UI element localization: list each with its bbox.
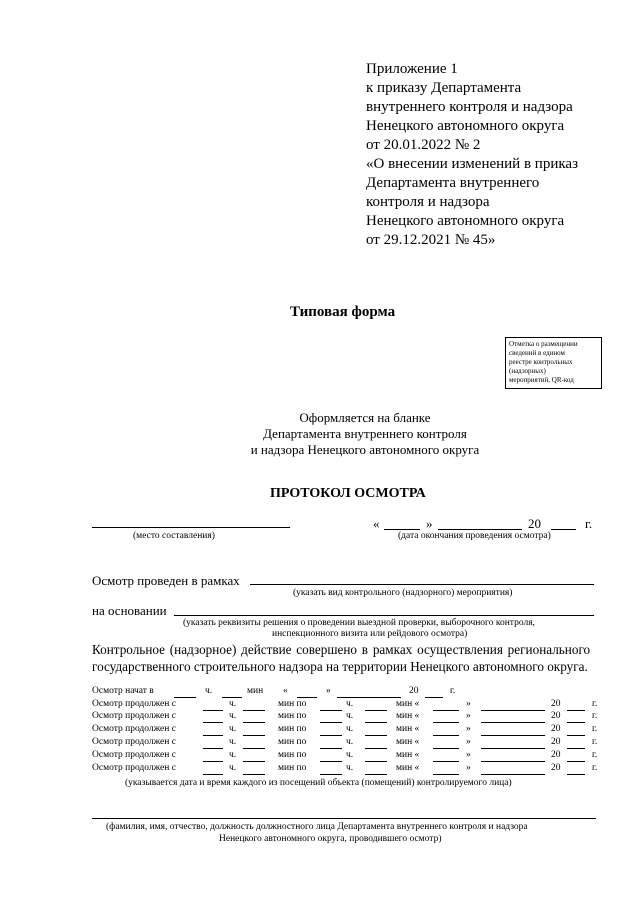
- cont-year-line[interactable]: [567, 722, 585, 723]
- start-month-line[interactable]: [337, 697, 401, 698]
- cont-min-to-line[interactable]: [365, 722, 387, 723]
- cont-min-from-line[interactable]: [243, 735, 265, 736]
- cont-day-line[interactable]: [433, 774, 459, 775]
- blank-note: [220, 410, 510, 458]
- cont-label: Осмотр продолжен с: [92, 763, 176, 773]
- cont-h-1: ч.: [229, 699, 237, 709]
- cont-min-q: мин «: [396, 750, 420, 760]
- blank-note-line: и надзора Ненецкого автономного округа: [250, 442, 480, 457]
- appendix-line: от 29.12.2021 № 45»: [366, 232, 496, 248]
- visits-caption: (указывается дата и время каждого из посещений объекта (помещений) контролируемого лица): [125, 778, 512, 788]
- cont-g: г.: [592, 750, 598, 760]
- year-suffix: г.: [585, 516, 593, 531]
- start-g: г.: [450, 686, 456, 696]
- action-text-1: Контрольное (надзорное) действие совершено в рамках осуществления регионального: [92, 642, 591, 657]
- start-day-line[interactable]: [297, 697, 317, 698]
- cont-g: г.: [592, 699, 598, 709]
- start-h: ч.: [205, 686, 213, 696]
- cont-hour-to-line[interactable]: [320, 722, 342, 723]
- official-caption-2: Ненецкого автономного округа, проводившего осмотр): [219, 834, 442, 844]
- cont-yr: 20: [551, 750, 561, 760]
- appendix-line: контроля и надзора: [366, 194, 490, 210]
- cont-min-from-line[interactable]: [243, 748, 265, 749]
- cont-year-line[interactable]: [567, 761, 585, 762]
- official-line[interactable]: [92, 818, 596, 819]
- cont-q2: »: [466, 699, 471, 709]
- cont-hour-from-line[interactable]: [203, 761, 223, 762]
- inspection-caption: (указать вид контрольного (надзорного) мероприятия): [293, 588, 513, 598]
- notice-line: реестре контрольных: [509, 358, 573, 366]
- cont-h-2: ч.: [346, 763, 354, 773]
- cont-h-2: ч.: [346, 711, 354, 721]
- cont-h-1: ч.: [229, 724, 237, 734]
- date-caption: (дата окончания проведения осмотра): [398, 531, 551, 541]
- start-q1: «: [283, 686, 288, 696]
- cont-h-1: ч.: [229, 763, 237, 773]
- cont-day-line[interactable]: [433, 761, 459, 762]
- cont-hour-to-line[interactable]: [320, 735, 342, 736]
- cont-yr: 20: [551, 724, 561, 734]
- cont-min-to: мин по: [278, 711, 307, 721]
- inspection-line[interactable]: [250, 584, 594, 585]
- cont-yr: 20: [551, 763, 561, 773]
- start-yr: 20: [409, 686, 419, 696]
- cont-g: г.: [592, 711, 598, 721]
- cont-hour-from-line[interactable]: [203, 774, 223, 775]
- blank-note-line: Оформляется на бланке: [299, 410, 431, 425]
- cont-hour-from-line[interactable]: [203, 710, 223, 711]
- cont-day-line[interactable]: [433, 722, 459, 723]
- cont-h-1: ч.: [229, 750, 237, 760]
- cont-q2: »: [466, 763, 471, 773]
- cont-min-to: мин по: [278, 737, 307, 747]
- cont-h-2: ч.: [346, 750, 354, 760]
- start-hour-line[interactable]: [174, 697, 196, 698]
- cont-label: Осмотр продолжен с: [92, 724, 176, 734]
- cont-month-line[interactable]: [481, 748, 545, 749]
- cont-hour-from-line[interactable]: [203, 722, 223, 723]
- cont-day-line[interactable]: [433, 748, 459, 749]
- cont-hour-to-line[interactable]: [320, 748, 342, 749]
- cont-h-2: ч.: [346, 724, 354, 734]
- place-line[interactable]: [92, 527, 290, 528]
- cont-min-to: мин по: [278, 750, 307, 760]
- cont-min-to-line[interactable]: [365, 774, 387, 775]
- start-min-line[interactable]: [222, 697, 242, 698]
- appendix-line: Ненецкого автономного округа: [366, 213, 565, 229]
- official-caption-1: (фамилия, имя, отчество, должность должностного лица Департамента внутреннего контроля и надзора: [106, 822, 528, 832]
- cont-month-line[interactable]: [481, 735, 545, 736]
- cont-min-q: мин «: [396, 699, 420, 709]
- cont-min-to-line[interactable]: [365, 710, 387, 711]
- cont-month-line[interactable]: [481, 774, 545, 775]
- appendix-line: к приказу Департамента: [366, 80, 522, 96]
- place-caption: (место составления): [133, 531, 215, 541]
- cont-year-line[interactable]: [567, 774, 585, 775]
- year-line[interactable]: [551, 529, 576, 530]
- cont-hour-from-line[interactable]: [203, 748, 223, 749]
- cont-year-line[interactable]: [567, 735, 585, 736]
- notice-line: сведений в едином: [509, 349, 565, 357]
- cont-min-from-line[interactable]: [243, 722, 265, 723]
- action-text-2: государственного строительного надзора на территории Ненецкого автономного округа.: [92, 659, 588, 674]
- cont-q2: »: [466, 737, 471, 747]
- cont-label: Осмотр продолжен с: [92, 699, 176, 709]
- protocol-title: ПРОТОКОЛ ОСМОТРА: [270, 486, 426, 501]
- start-min: мин: [247, 686, 264, 696]
- cont-month-line[interactable]: [481, 710, 545, 711]
- cont-day-line[interactable]: [433, 735, 459, 736]
- date-close-quote: »: [426, 516, 433, 531]
- blank-note-line: Департамента внутреннего контроля: [263, 426, 467, 441]
- month-line[interactable]: [438, 529, 522, 530]
- cont-year-line[interactable]: [567, 710, 585, 711]
- cont-yr: 20: [551, 711, 561, 721]
- cont-month-line[interactable]: [481, 761, 545, 762]
- cont-min-to: мин по: [278, 724, 307, 734]
- cont-min-q: мин «: [396, 737, 420, 747]
- cont-q2: »: [466, 750, 471, 760]
- start-q2: »: [326, 686, 331, 696]
- cont-day-line[interactable]: [433, 710, 459, 711]
- notice-line: (надзорных): [509, 367, 546, 375]
- appendix-line: Ненецкого автономного округа: [366, 118, 565, 134]
- cont-h-1: ч.: [229, 737, 237, 747]
- cont-min-q: мин «: [396, 724, 420, 734]
- form-title: Типовая форма: [290, 304, 396, 320]
- cont-min-to-line[interactable]: [365, 735, 387, 736]
- cont-g: г.: [592, 763, 598, 773]
- notice-line: мероприятий, QR-код: [509, 376, 574, 384]
- cont-label: Осмотр продолжен с: [92, 711, 176, 721]
- cont-min-to-line[interactable]: [365, 761, 387, 762]
- cont-hour-to-line[interactable]: [320, 710, 342, 711]
- cont-g: г.: [592, 737, 598, 747]
- appendix-line: Приложение 1: [366, 61, 458, 77]
- cont-label: Осмотр продолжен с: [92, 750, 176, 760]
- cont-yr: 20: [551, 737, 561, 747]
- notice-line: Отметка о размещении: [509, 340, 578, 348]
- day-line[interactable]: [384, 529, 420, 530]
- cont-min-q: мин «: [396, 711, 420, 721]
- cont-min-from-line[interactable]: [243, 774, 265, 775]
- basis-label: на основании: [92, 603, 167, 618]
- cont-month-line[interactable]: [481, 722, 545, 723]
- date-open-quote: «: [373, 516, 380, 531]
- cont-hour-to-line[interactable]: [320, 761, 342, 762]
- cont-yr: 20: [551, 699, 561, 709]
- cont-q2: »: [466, 724, 471, 734]
- cont-label: Осмотр продолжен с: [92, 737, 176, 747]
- cont-h-1: ч.: [229, 711, 237, 721]
- cont-q2: »: [466, 711, 471, 721]
- basis-caption-2: инспекционного визита или рейдового осмотра): [272, 629, 468, 639]
- cont-year-line[interactable]: [567, 748, 585, 749]
- appendix-line: Департамента внутреннего: [366, 175, 540, 191]
- basis-caption-1: (указать реквизиты решения о проведении выездной проверки, выборочного контроля,: [183, 618, 535, 628]
- cont-min-to: мин по: [278, 699, 307, 709]
- cont-min-from-line[interactable]: [243, 761, 265, 762]
- cont-min-from-line[interactable]: [243, 710, 265, 711]
- start-year-line[interactable]: [425, 697, 443, 698]
- year-prefix: 20: [528, 516, 541, 531]
- appendix-line: внутреннего контроля и надзора: [366, 99, 573, 115]
- cont-min-to-line[interactable]: [365, 748, 387, 749]
- cont-min-to: мин по: [278, 763, 307, 773]
- cont-hour-to-line[interactable]: [320, 774, 342, 775]
- visit-start-label: Осмотр начат в: [92, 686, 154, 696]
- cont-h-2: ч.: [346, 699, 354, 709]
- cont-min-q: мин «: [396, 763, 420, 773]
- basis-line[interactable]: [174, 615, 594, 616]
- appendix-block: [366, 60, 578, 250]
- appendix-line: «О внесении изменений в приказ: [366, 156, 578, 172]
- cont-g: г.: [592, 724, 598, 734]
- cont-hour-from-line[interactable]: [203, 735, 223, 736]
- cont-h-2: ч.: [346, 737, 354, 747]
- registry-notice-box: [505, 337, 602, 389]
- appendix-line: от 20.01.2022 № 2: [366, 137, 481, 153]
- inspection-label: Осмотр проведен в рамках: [92, 573, 240, 588]
